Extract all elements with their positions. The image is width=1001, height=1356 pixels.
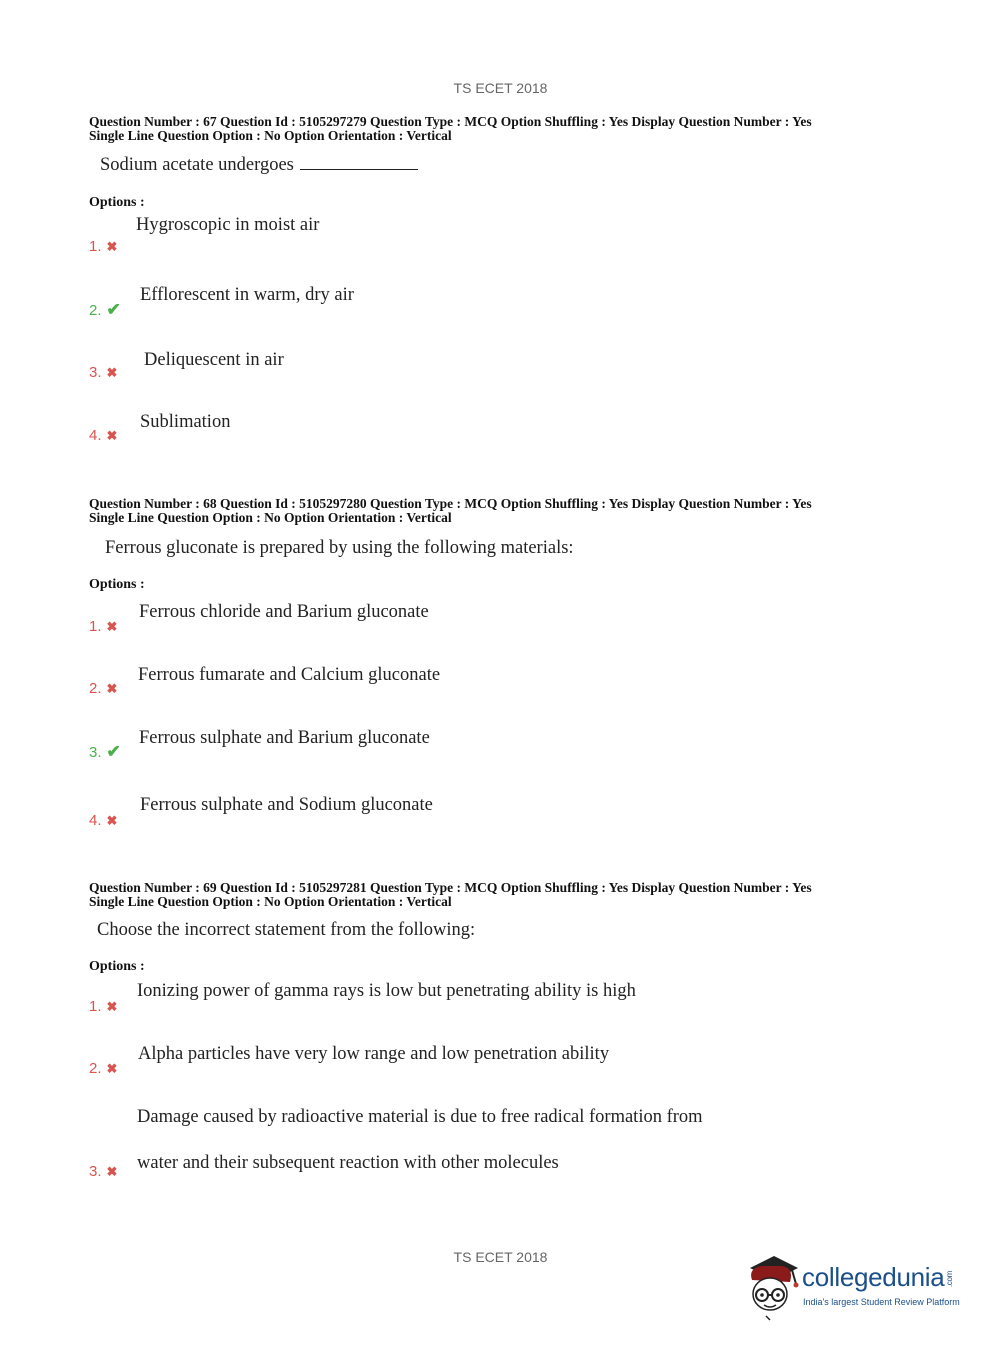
option-text: Efflorescent in warm, dry air [140,285,354,305]
option-number [89,427,117,444]
question-text [100,153,418,176]
option-number-text: 1. [89,618,102,635]
question-text-content: Sodium acetate undergoes [100,155,294,175]
page-footer: TS ECET 2018 [453,1249,548,1265]
option-number [89,1060,117,1077]
collegedunia-logo [742,1250,972,1325]
option-text: Sublimation [140,412,231,432]
question-meta-line1: Question Number : 68 Question Id : 5105297280 Question Type : MCQ Option Shuffling : Yes Display Question Number : Yes [89,496,812,511]
options-label: Options : [89,959,145,974]
option-number-text: 3. [89,364,102,381]
option-number [89,238,117,255]
question-meta-line1: Question Number : 67 Question Id : 5105297279 Question Type : MCQ Option Shuffling : Yes Display Question Number : Yes [89,114,812,129]
cross-mark-icon: ✖ [106,1061,118,1076]
option-text-line2: water and their subsequent reaction with other molecules [137,1153,559,1173]
mascot-icon [742,1250,802,1325]
option-number [89,812,117,829]
option-number-text: 3. [89,744,102,761]
option-text: Alpha particles have very low range and low penetration ability [138,1044,610,1064]
options-label: Options : [89,195,145,210]
option-text: Ferrous fumarate and Calcium gluconate [138,665,441,685]
option-number-text: 1. [89,998,102,1015]
question-text: Ferrous gluconate is prepared by using the following materials: [105,538,574,558]
option-number-text: 3. [89,1163,102,1180]
option-number [89,998,117,1015]
cross-mark-icon: ✖ [106,239,118,254]
cross-mark-icon: ✖ [106,999,118,1014]
option-number-text: 2. [89,302,102,319]
option-text: Deliquescent in air [144,350,284,370]
option-number-text: 2. [89,680,102,697]
option-number [89,618,117,635]
option-number-text: 2. [89,1060,102,1077]
option-text-line1: Damage caused by radioactive material is due to free radical formation from [137,1107,703,1127]
logo-tagline: India's largest Student Review Platform [803,1297,960,1307]
cross-mark-icon: ✖ [106,1164,118,1179]
option-text: Ferrous sulphate and Sodium gluconate [140,795,433,815]
option-text: Ionizing power of gamma rays is low but penetrating ability is high [137,981,636,1001]
option-number [89,680,117,697]
option-number-text: 1. [89,238,102,255]
logo-wordmark [802,1262,954,1293]
logo-suffix: .com [945,1271,955,1288]
question-meta-line2: Single Line Question Option : No Option Orientation : Vertical [89,128,452,143]
question-text: Choose the incorrect statement from the following: [97,920,476,940]
question-meta-line1: Question Number : 69 Question Id : 5105297281 Question Type : MCQ Option Shuffling : Yes Display Question Number : Yes [89,880,812,895]
logo-name-text: collegedunia [802,1262,945,1292]
options-label: Options : [89,577,145,592]
option-number-text: 4. [89,427,102,444]
option-number [89,1163,117,1180]
option-number [89,742,121,762]
option-number-text: 4. [89,812,102,829]
page-header: TS ECET 2018 [453,80,548,96]
check-mark-icon: ✔ [106,742,121,761]
fill-in-blank [300,153,418,170]
option-text: Ferrous chloride and Barium gluconate [139,602,429,622]
cross-mark-icon: ✖ [106,813,118,828]
question-meta-line2: Single Line Question Option : No Option Orientation : Vertical [89,510,452,525]
cross-mark-icon: ✖ [106,681,118,696]
cross-mark-icon: ✖ [106,619,118,634]
option-number [89,300,121,320]
option-text: Ferrous sulphate and Barium gluconate [139,728,430,748]
question-meta-line2: Single Line Question Option : No Option Orientation : Vertical [89,894,452,909]
option-text: Hygroscopic in moist air [136,215,320,235]
cross-mark-icon: ✖ [106,365,118,380]
cross-mark-icon: ✖ [106,428,118,443]
option-number [89,364,117,381]
check-mark-icon: ✔ [106,300,121,319]
